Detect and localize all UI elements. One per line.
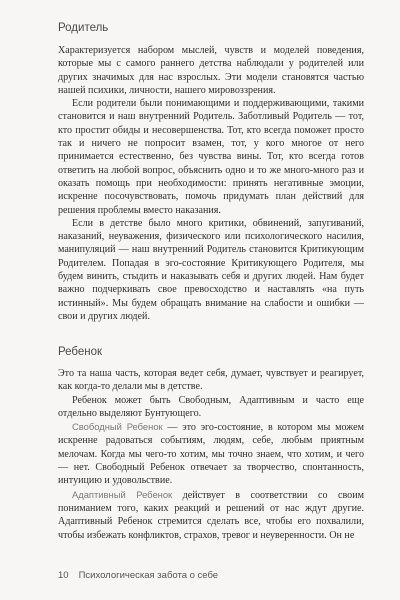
paragraph: Ребенок может быть Свободным, Адаптивным и часто еще отдельно выделяют Бунтующего. (58, 394, 364, 419)
paragraph (58, 488, 364, 542)
section-heading-parent: Родитель (58, 22, 109, 34)
paragraph: Если в детстве было много критики, обвинений, запугиваний, наказаний, неуважения, физического или психологического насилия, манипуляций — наш внутренний Родитель становится Критикующим Родителем. Попадая в эго-состояние Критикующего Родителя, мы будем винить, стыдить и наказывать себя и других людей. Нам будет важно подчеркивать свое превосходство и наставлять «на путь истинный». Мы будем обращать внимание на слабости и ошибки — свои и других людей. (58, 217, 364, 322)
page-number: 10 (58, 570, 69, 581)
paragraph: Это та наша часть, которая ведет себя, думает, чувствует и реагирует, как когда-то делали мы в детстве. (58, 368, 364, 393)
paragraph-text: действует в соответствии со своим пониманием того, каких реакций и решений от нас ждут другие. Адаптивный Ребенок стремится сделать все, чтобы его похвалили, чтобы избежать конфликтов, страхов, тревог и неуверенности. Он не (58, 489, 364, 541)
paragraph-text: — это эго-состояние, в котором мы можем искренне радоваться событиям, людям, себе, любым приятным мелочам. Когда мы чего-то хотим, мы точно знаем, что хотим, и чего — нет. Свободный Ребенок отвечает за творчество, спонтанность, интуицию и удовольствие. (58, 422, 364, 487)
term-adaptive-child: Адаптивный Ребенок (72, 488, 173, 500)
paragraph: Если родители были понимающими и поддерживающими, такими становится и наш внутренний Родитель. Заботливый Родитель — тот, кто простит обиды и несовершенства. Тот, кто всегда поможет просто так и ничего не попросит взамен, тот, у кого многое от него принимается естественно, без чувства вины. Тот, кто всегда готов ответить на любой вопрос, объяснить одно и то же много-много раз и оказать помощь при необходимости: принять негативные эмоции, искренне посочувствовать, помочь придумать план действий для решения проблемы вместо наказания. (58, 98, 364, 216)
section-heading-child: Ребенок (58, 346, 103, 358)
paragraph (58, 420, 364, 487)
running-title: Психологическая забота о себе (78, 570, 219, 581)
section-body-parent (58, 44, 364, 323)
paragraph: Характеризуется набором мыслей, чувств и моделей поведения, которые мы с самого раннего детства наблюдали у родителей или других значимых для нас взрослых. Эти модели становятся частью нашей психики, личности, нашего мировоззрения. (58, 45, 364, 96)
page-footer (58, 570, 218, 581)
section-body-child (58, 367, 364, 542)
term-free-child: Свободный Ребенок (72, 421, 163, 433)
